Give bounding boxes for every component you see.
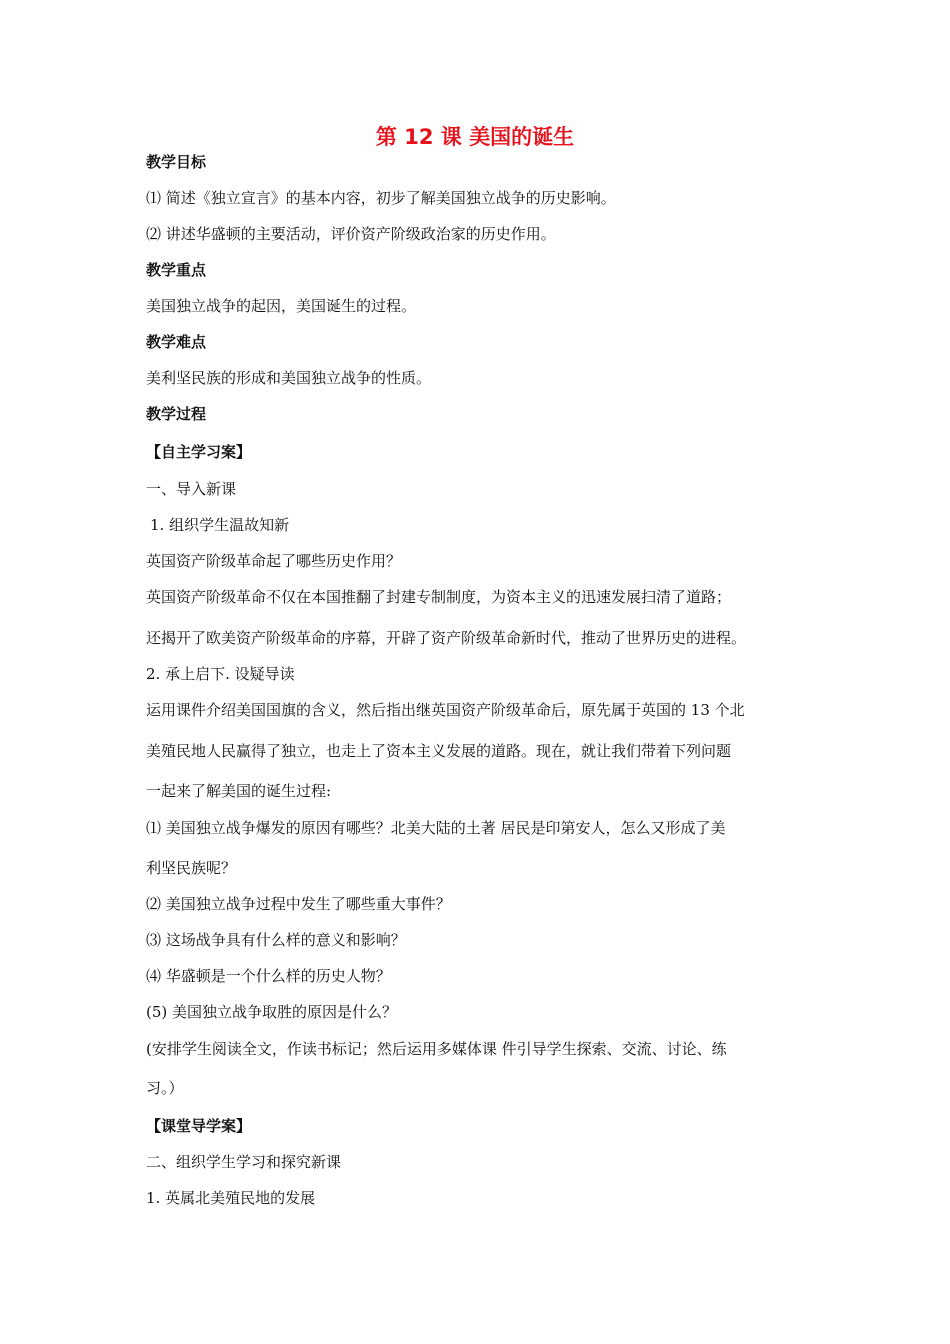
goal-1: ⑴ 简述《独立宣言》的基本内容，初步了解美国独立战争的历史影响。 xyxy=(146,189,616,207)
section-2-heading: 二、组织学生学习和探究新课 xyxy=(146,1153,342,1171)
goals-heading: 教学目标 xyxy=(146,153,207,171)
step-1: 1. 组织学生温故知新 xyxy=(150,516,290,534)
intro-a: 运用课件介绍美国国旗的含义，然后指出继英国资产阶级革命后，原先属于英国的 13 个北 xyxy=(146,701,745,719)
note-a: (安排学生阅读全文，作读书标记；然后运用多媒体课 件引导学生探索、交流、讨论、练 xyxy=(146,1040,727,1058)
difficulty-text: 美利坚民族的形成和美国独立战争的性质。 xyxy=(146,369,432,387)
self-study-heading: 【自主学习案】 xyxy=(146,443,252,461)
answer-1b: 还揭开了欧美资产阶级革命的序幕，开辟了资产阶级革命新时代，推动了世界历史的进程。 xyxy=(146,629,747,647)
question-list-item-2: ⑵ 美国独立战争过程中发生了哪些重大事件？ xyxy=(146,895,451,913)
intro-c: 一起来了解美国的诞生过程: xyxy=(146,782,332,800)
answer-1a: 英国资产阶级革命不仅在本国推翻了封建专制制度，为资本主义的迅速发展扫清了道路； xyxy=(146,588,732,606)
class-guide-heading: 【课堂导学案】 xyxy=(146,1117,252,1135)
process-heading: 教学过程 xyxy=(146,405,207,423)
step-3: 1. 英属北美殖民地的发展 xyxy=(146,1189,316,1207)
note-b: 习。） xyxy=(146,1079,184,1097)
question-1: 英国资产阶级革命起了哪些历史作用？ xyxy=(146,552,402,570)
question-list-item-1a: ⑴ 美国独立战争爆发的原因有哪些？北美大陆的土著 居民是印第安人，怎么又形成了美 xyxy=(146,819,726,837)
intro-b: 美殖民地人民赢得了独立，也走上了资本主义发展的道路。现在，就让我们带着下列问题 xyxy=(146,742,732,760)
goal-2: ⑵ 讲述华盛顿的主要活动，评价资产阶级政治家的历史作用。 xyxy=(146,225,556,243)
question-list-item-3: ⑶ 这场战争具有什么样的意义和影响？ xyxy=(146,931,406,949)
question-list-item-1b: 利坚民族呢？ xyxy=(146,859,237,877)
question-list-item-5: (5) 美国独立战争取胜的原因是什么？ xyxy=(146,1003,398,1021)
section-1-heading: 一、导入新课 xyxy=(146,480,237,498)
key-heading: 教学重点 xyxy=(146,261,207,279)
difficulty-heading: 教学难点 xyxy=(146,333,207,351)
key-text: 美国独立战争的起因，美国诞生的过程。 xyxy=(146,297,417,315)
question-list-item-4: ⑷ 华盛顿是一个什么样的历史人物？ xyxy=(146,967,391,985)
step-2: 2. 承上启下. 设疑导读 xyxy=(146,665,295,683)
page-title: 第 12 课 美国的诞生 xyxy=(375,125,575,149)
